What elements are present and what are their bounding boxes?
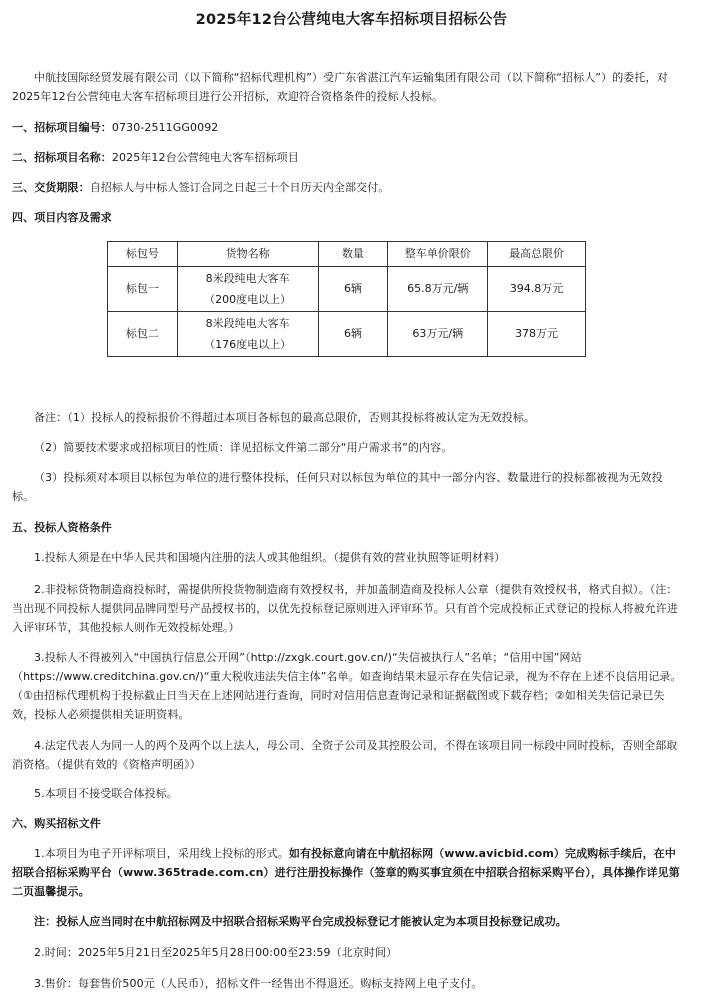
section-qualifications-heading: 五、投标人资格条件: [12, 521, 112, 534]
section-project-name: [12, 148, 684, 167]
goods-spec: （200度电以上）: [204, 293, 292, 306]
qualification-4: 4.法定代表人为同一人的两个及两个以上法人，母公司、全资子公司及其控股公司，不得在该项目同一标段中同时投标，否则全部取消资格。（提供有效的《资格声明函》）: [12, 739, 678, 771]
table-header: 数量: [318, 242, 388, 267]
unit-price-cell: 63万元/辆: [388, 312, 488, 357]
unit-price-cell: 65.8万元/辆: [388, 267, 488, 312]
section-delivery: [12, 178, 684, 197]
purchase-price: 3.售价：每套售价500元（人民币），招标文件一经售出不得退还。购标支持网上电子支付。: [34, 977, 483, 990]
total-price-cell: 394.8万元: [488, 267, 586, 312]
goods-spec: （176度电以上）: [204, 338, 292, 351]
total-price-cell: 378万元: [488, 312, 586, 357]
section-label: 三、交货期限：: [12, 181, 90, 194]
section-project-number: [12, 118, 684, 137]
note-2: （2）简要技术要求或招标项目的性质：详见招标文件第二部分“用户需求书”的内容。: [34, 441, 453, 454]
quantity-cell: 6辆: [318, 312, 388, 357]
section-label: 二、招标项目名称：: [12, 151, 112, 164]
page-title: 2025年12台公营纯电大客车招标项目招标公告: [195, 12, 508, 28]
goods-name-cell: [177, 267, 318, 312]
qualification-2: 2.非投标货物制造商投标时，需提供所投货物制造商有效授权书，并加盖制造商及投标人公章（提供有效授权书，格式自拟）。（注：当出现不同投标人提供同品牌同型号产品授权书的，以优先投标登记原则进入评审环节。只有首个完成投标正式登记的投标人将被允许进入评审环节，其他投标人则作无效投标处理。）: [12, 583, 678, 634]
section-content-heading: 四、项目内容及需求: [12, 211, 112, 224]
purchase-time: 2.时间：2025年5月21日至2025年5月28日00:00至23:59（北京时间）: [34, 946, 398, 959]
table-row: [108, 312, 586, 357]
project-name-value: 2025年12台公营纯电大客车招标项目: [111, 151, 299, 164]
items-table: [107, 241, 586, 357]
purchase-item-1: [12, 844, 684, 901]
qualification-5: 5.本项目不接受联合体投标。: [34, 787, 178, 800]
note-1: 备注：（1）投标人的投标报价不得超过本项目各标包的最高总限价，否则其投标将被认定为无效投标。: [34, 411, 536, 424]
goods-name: 8米段纯电大客车: [205, 272, 290, 285]
qualification-3: 3.投标人不得被列入“中国执行信息公开网”（http://zxgk.court.gov.cn/)“失信被执行人”名单；“信用中国”网站（https://www.creditchina.gov.cn/)“重大税收违法失信主体”名单。如查询结果未显示存在失信记录，视为不存在上述不良信用记录。（①由招标代理机构于投标截止日当天在上述网站进行查询，同时对信用信息查询记录和证据截图或下载存档；②如相关失信记录已失效，投标人必须提供相关证明资料。: [12, 651, 682, 721]
table-header: 货物名称: [177, 242, 318, 267]
quantity-cell: 6辆: [318, 267, 388, 312]
intro-paragraph: 中航技国际经贸发展有限公司（以下简称“招标代理机构”）受广东省湛江汽车运输集团有限公司（以下简称“招标人”）的委托，对2025年12台公营纯电大客车招标项目进行公开招标，欢迎符合资格条件的投标人投标。: [12, 71, 668, 103]
project-number-value: 0730-2511GG0092: [111, 121, 219, 134]
purchase-item-1-bold: 如有投标意向请在中航招标网（www.avicbid.com）完成购标手续后，在中招联合招标采购平台（www.365trade.com.cn）进行注册投标操作（签章的购买事宜须在中招联合招标采购平台），具体操作详见第二页温馨提示。: [12, 847, 680, 898]
table-header: 标包号: [108, 242, 178, 267]
section-label: 一、招标项目编号：: [12, 121, 112, 134]
table-header: 最高总限价: [488, 242, 586, 267]
note-3: （3）投标须对本项目以标包为单位的进行整体投标，任何只对以标包为单位的其中一部分内容、数量进行的投标都被视为无效投标。: [12, 471, 663, 503]
goods-name: 8米段纯电大客车: [205, 317, 290, 330]
table-header-row: [108, 242, 586, 267]
package-cell: 标包一: [108, 267, 178, 312]
table-row: [108, 267, 586, 312]
purchase-note: 注：投标人应当同时在中航招标网及中招联合招标采购平台完成投标登记才能被认定为本项目投标登记成功。: [34, 915, 567, 928]
purchase-item-1-text: 1.本项目为电子开评标项目，采用线上投标的形式。: [34, 847, 289, 860]
section-purchase-heading: 六、购买招标文件: [12, 817, 101, 830]
qualification-1: 1.投标人须是在中华人民共和国境内注册的法人或其他组织。（提供有效的营业执照等证明材料）: [34, 551, 506, 564]
table-header: 整车单价限价: [388, 242, 488, 267]
package-cell: 标包二: [108, 312, 178, 357]
goods-name-cell: [177, 312, 318, 357]
delivery-value: 自招标人与中标人签订合同之日起三十个日历天内全部交付。: [89, 181, 390, 194]
